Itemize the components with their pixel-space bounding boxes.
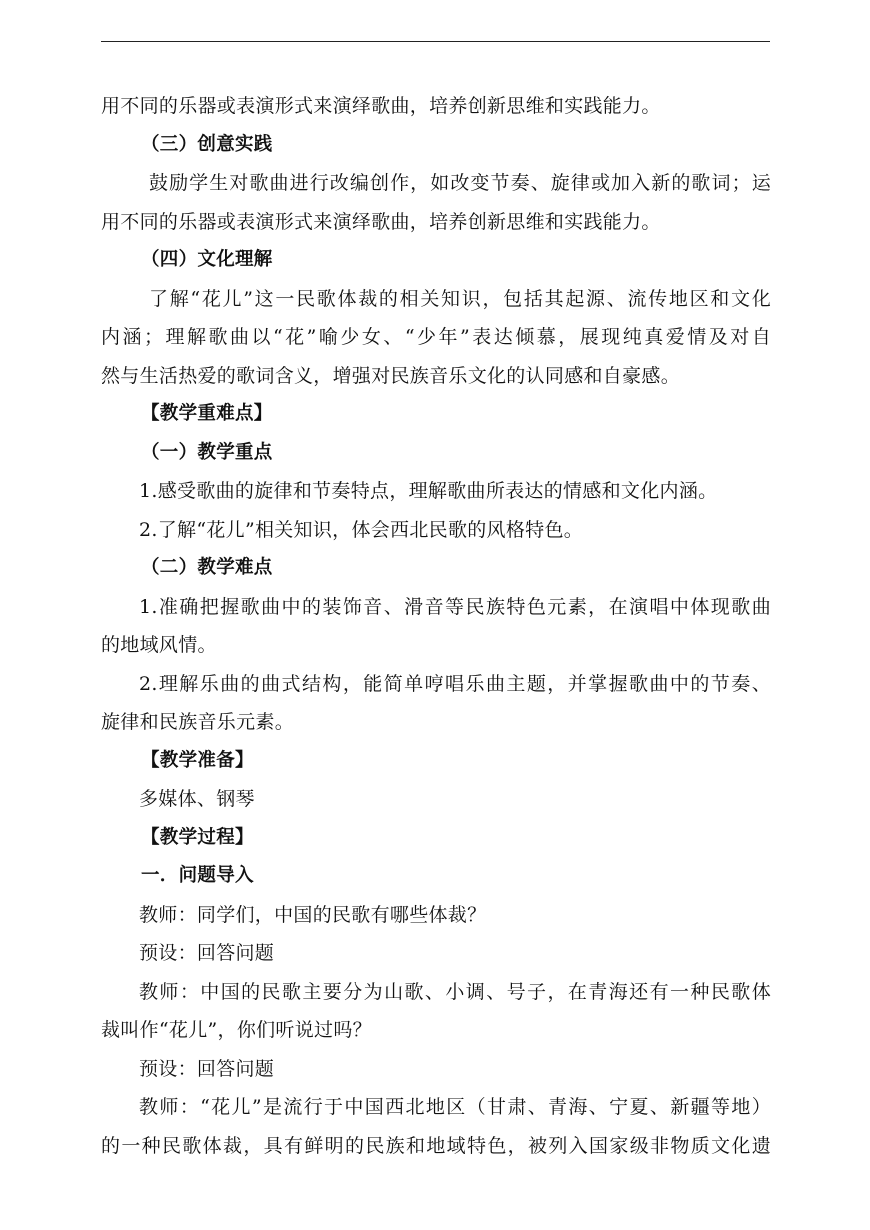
section-heading: 【教学过程】	[141, 826, 254, 848]
section-heading: 【教学重难点】	[141, 403, 273, 424]
dialogue-line: 预设：回答问题	[139, 942, 275, 964]
dialogue-line: 教师：中国的民歌主要分为山歌、小调、号子，在青海还有一种民歌体	[139, 980, 771, 1003]
header-rule	[101, 41, 770, 42]
document-body	[101, 87, 771, 1165]
section-heading: （四）文化理解	[141, 249, 273, 270]
subsection-heading: 一．问题导入	[141, 865, 254, 886]
paragraph-line: 裁叫作“花儿”，你们听说过吗？	[101, 1019, 372, 1041]
subsection-heading: （二）教学难点	[141, 557, 273, 578]
dialogue-line: 预设：回答问题	[139, 1057, 275, 1080]
paragraph-line: 旋律和民族音乐元素。	[101, 711, 295, 733]
paragraph-line: 多媒体、钢琴	[139, 788, 255, 810]
paragraph-line: 鼓励学生对歌曲进行改编创作，如改变节奏、旋律或加入新的歌词；运	[149, 172, 771, 194]
subsection-heading: （一）教学重点	[141, 441, 273, 463]
section-heading: （三）创意实践	[141, 133, 273, 155]
paragraph-line: 了解“花儿”这一民歌体裁的相关知识，包括其起源、流传地区和文化	[149, 287, 771, 310]
list-item: 1.感受歌曲的旋律和节奏特点，理解歌曲所表达的情感和文化内涵。	[139, 480, 718, 502]
paragraph-line: 然与生活热爱的歌词含义，增强对民族音乐文化的认同感和自豪感。	[101, 364, 681, 387]
paragraph-line: 内涵；理解歌曲以“花”喻少女、“少年”表达倾慕，展现纯真爱情及对自	[101, 326, 771, 348]
paragraph-line: 的地域风情。	[101, 634, 217, 656]
paragraph-line: 用不同的乐器或表演形式来演绎歌曲，培养创新思维和实践能力。	[101, 95, 661, 117]
section-heading: 【教学准备】	[141, 749, 254, 771]
list-item: 1.准确把握歌曲中的装饰音、滑音等民族特色元素，在演唱中体现歌曲	[139, 595, 771, 618]
dialogue-line: 教师：同学们，中国的民歌有哪些体裁？	[139, 903, 487, 926]
paragraph-line: 的一种民歌体裁，具有鲜明的民族和地域特色，被列入国家级非物质文化遗	[101, 1134, 771, 1157]
dialogue-line: 教师：“花儿”是流行于中国西北地区（甘肃、青海、宁夏、新疆等地）	[139, 1096, 771, 1118]
paragraph-line: 用不同的乐器或表演形式来演绎歌曲，培养创新思维和实践能力。	[101, 210, 661, 233]
list-item: 2.了解“花儿”相关知识，体会西北民歌的风格特色。	[139, 518, 584, 541]
list-item: 2.理解乐曲的曲式结构，能简单哼唱乐曲主题，并掌握歌曲中的节奏、	[139, 672, 771, 695]
